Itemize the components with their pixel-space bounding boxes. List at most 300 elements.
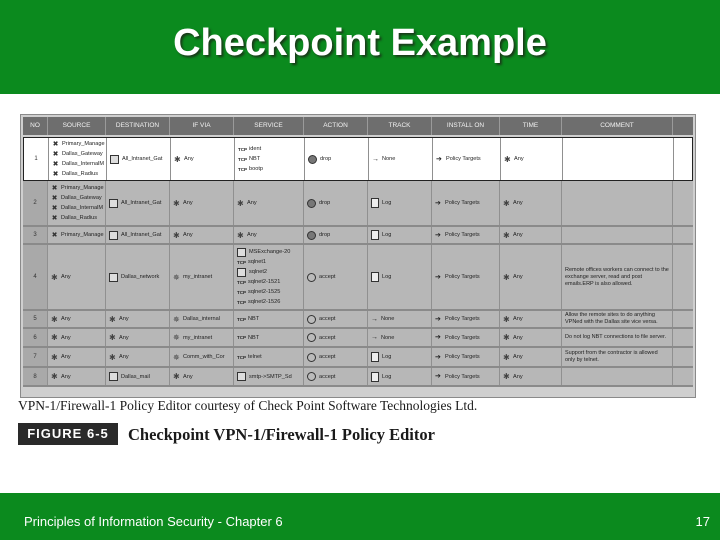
rule-object[interactable] <box>435 314 496 324</box>
page-number: 17 <box>695 514 710 529</box>
rule-cell-via[interactable] <box>170 311 234 327</box>
rule-object-label: Dallas_network <box>121 274 160 280</box>
rule-object[interactable] <box>109 314 166 324</box>
slide-title: Checkpoint Example <box>173 22 547 64</box>
rule-object[interactable] <box>307 230 364 240</box>
log-icon <box>371 272 379 282</box>
rule-object[interactable] <box>173 198 230 208</box>
rule-object[interactable] <box>238 144 301 154</box>
rule-object-label: Primary_Manage <box>61 232 104 238</box>
rule-cell-track[interactable] <box>368 348 432 366</box>
rule-object-label: NBT <box>248 334 260 341</box>
rule-object[interactable] <box>503 198 558 208</box>
rule-object-label: Any <box>513 373 523 380</box>
rule-object-label: Policy Targets <box>445 316 480 322</box>
rule-object-label: drop <box>319 232 331 238</box>
rule-object-label: NBT <box>249 156 261 162</box>
tcp-icon: TCP <box>237 279 246 285</box>
rule-object[interactable] <box>173 230 230 240</box>
rule-object-label: MSExchange-20 <box>249 249 291 255</box>
rule-object[interactable] <box>504 154 559 164</box>
rule-object[interactable] <box>237 352 300 362</box>
rule-cell-destination[interactable] <box>106 329 170 346</box>
rule-object[interactable] <box>237 198 300 208</box>
rule-cell-service[interactable] <box>234 368 304 385</box>
rule-cell-source[interactable] <box>48 181 106 225</box>
rule-object[interactable] <box>307 198 364 208</box>
rule-object-label: Any <box>513 200 523 206</box>
rule-cell-time[interactable] <box>500 348 562 366</box>
rule-object-label: Dallas_mail <box>121 373 150 380</box>
rule-object-label: Any <box>119 354 129 360</box>
rule-cell-service[interactable] <box>235 138 305 180</box>
rule-object[interactable] <box>109 272 166 282</box>
rule-object[interactable] <box>435 352 496 362</box>
rule-object[interactable] <box>51 193 102 203</box>
rule-cell-via[interactable] <box>170 348 234 366</box>
rule-cell-time[interactable] <box>501 138 563 180</box>
log-icon <box>371 352 379 362</box>
any-icon: ✱ <box>237 198 244 208</box>
figure-title: Checkpoint VPN-1/Firewall-1 Policy Editor <box>128 425 435 444</box>
rule-cell-install[interactable] <box>432 245 500 309</box>
community-icon: ✵ <box>173 272 180 282</box>
rule-cell-destination[interactable] <box>106 311 170 327</box>
rule-cell-action[interactable] <box>304 368 368 385</box>
rule-cell-destination[interactable] <box>106 181 170 225</box>
rule-object-label: Dallas_Radius <box>62 171 99 177</box>
rule-object[interactable] <box>371 314 428 324</box>
rule-object-label: Policy Targets <box>445 232 480 238</box>
rule-object-label: Any <box>513 232 523 238</box>
rule-object[interactable] <box>51 272 102 282</box>
rule-cell-track[interactable] <box>368 311 432 327</box>
rule-object[interactable] <box>174 154 231 164</box>
rule-number: 7 <box>33 354 37 360</box>
rule-object[interactable] <box>371 372 428 382</box>
rule-object-label: smtp->SMTP_Sd <box>249 373 292 380</box>
rule-cell-comment[interactable] <box>562 227 673 243</box>
rule-object[interactable] <box>435 333 496 343</box>
rule-comment: Allow the remote sites to do anything VPNed with the Dallas site vice versa. <box>565 312 658 325</box>
rule-object[interactable] <box>371 272 428 282</box>
rule-object[interactable] <box>51 183 102 193</box>
accept-icon <box>307 353 316 362</box>
rule-object[interactable] <box>52 159 103 169</box>
any-icon: ✱ <box>503 333 510 342</box>
rule-object[interactable] <box>109 352 166 362</box>
any-icon: ✱ <box>109 333 116 342</box>
column-header-source[interactable]: SOURCE <box>48 117 106 135</box>
rule-number: 8 <box>33 373 37 380</box>
column-header-action[interactable]: ACTION <box>304 117 368 135</box>
accept-icon <box>307 372 316 381</box>
rule-object[interactable] <box>436 154 497 164</box>
rule-object[interactable] <box>237 277 300 287</box>
rule-cell-install[interactable] <box>432 329 500 346</box>
rule-object[interactable] <box>435 372 496 382</box>
rule-object[interactable] <box>237 314 300 324</box>
rule-object[interactable] <box>503 333 558 343</box>
rule-cell-install[interactable] <box>432 227 500 243</box>
column-header-if-via[interactable]: IF VIA <box>170 117 234 135</box>
tcp-icon: TCP <box>237 354 246 360</box>
rule-object-label: Log <box>382 373 392 380</box>
rule-cell-service[interactable] <box>234 348 304 366</box>
rule-cell-action[interactable] <box>304 311 368 327</box>
none-track-icon: → <box>371 315 378 323</box>
rule-cell-track[interactable] <box>368 329 432 346</box>
rule-object[interactable] <box>173 272 230 282</box>
rule-cell-source[interactable] <box>48 348 106 366</box>
install-targets-icon: ➔ <box>435 353 441 361</box>
any-icon: ✱ <box>109 314 116 324</box>
rule-object-label: Log <box>382 232 392 238</box>
rule-object-label: my_intranet <box>183 334 213 341</box>
rule-object-label: sqlnet2-1525 <box>248 289 281 295</box>
rule-cell-comment[interactable] <box>562 368 673 385</box>
policy-header-row <box>23 117 693 135</box>
rule-object[interactable] <box>237 267 300 277</box>
accept-icon <box>307 333 316 342</box>
any-icon: ✱ <box>173 198 180 208</box>
rule-cell-no[interactable] <box>23 329 48 346</box>
rule-cell-source[interactable] <box>48 227 106 243</box>
rule-object-label: Dallas_InternalM <box>61 205 103 211</box>
any-icon: ✱ <box>51 272 58 282</box>
column-header-no[interactable]: NO <box>23 117 48 135</box>
log-icon <box>371 198 379 208</box>
rule-object[interactable] <box>503 352 558 362</box>
rule-object-label: Any <box>513 274 523 280</box>
rule-object[interactable] <box>237 230 300 240</box>
network-object-icon: ✖ <box>52 140 59 148</box>
policy-rule-row[interactable] <box>23 181 693 227</box>
rule-object-label: telnet <box>248 354 262 360</box>
policy-rule-row[interactable] <box>23 137 693 181</box>
rule-object-label: sqlnet1 <box>248 259 267 265</box>
rule-object[interactable] <box>307 272 364 282</box>
rule-object-label: Log <box>382 274 392 280</box>
rule-cell-comment[interactable] <box>562 348 673 366</box>
rule-object[interactable] <box>307 372 364 382</box>
any-icon: ✱ <box>51 333 58 342</box>
host-icon <box>109 372 118 381</box>
rule-object[interactable] <box>109 333 166 343</box>
rule-object[interactable] <box>52 149 103 159</box>
rule-cell-source[interactable] <box>49 138 107 180</box>
rule-cell-action[interactable] <box>304 348 368 366</box>
rule-cell-track[interactable] <box>369 138 433 180</box>
network-object-icon: ✖ <box>52 170 59 178</box>
rule-object-label: Any <box>61 334 71 341</box>
rule-cell-comment[interactable] <box>562 181 673 225</box>
rule-cell-track[interactable] <box>368 245 432 309</box>
rule-object-label: Any <box>61 373 71 380</box>
rule-cell-destination[interactable] <box>106 245 170 309</box>
rule-object[interactable] <box>307 333 364 343</box>
rule-object[interactable] <box>237 372 300 382</box>
rule-object-label: Any <box>514 156 524 162</box>
policy-rule-row[interactable] <box>23 227 693 245</box>
rule-object[interactable] <box>109 372 166 382</box>
rule-cell-no[interactable] <box>23 181 48 225</box>
network-object-icon: ✖ <box>51 231 58 239</box>
network-object-icon: ✖ <box>52 160 59 168</box>
rule-object-label: drop <box>319 200 331 206</box>
rule-object[interactable] <box>307 314 364 324</box>
rule-object-label: accept <box>319 274 336 280</box>
rule-object[interactable] <box>51 372 102 382</box>
rule-object[interactable] <box>435 230 496 240</box>
rule-object[interactable] <box>51 230 102 240</box>
rule-object-label: Dallas_Radius <box>61 215 98 221</box>
rule-object[interactable] <box>237 257 300 267</box>
rule-object-label: Log <box>382 354 392 360</box>
rule-cell-service[interactable] <box>234 227 304 243</box>
rule-cell-destination[interactable] <box>106 227 170 243</box>
rule-number: 5 <box>33 316 37 322</box>
column-header-service[interactable]: SERVICE <box>234 117 304 135</box>
rule-object-label: All_Intranet_Gat <box>121 200 162 206</box>
rule-cell-track[interactable] <box>368 368 432 385</box>
rule-cell-no[interactable] <box>23 311 48 327</box>
rule-object-label: my_intranet <box>183 274 213 280</box>
column-header-track[interactable]: TRACK <box>368 117 432 135</box>
any-icon: ✱ <box>51 352 58 362</box>
rule-object[interactable] <box>51 203 102 213</box>
rule-cell-destination[interactable] <box>106 368 170 385</box>
any-icon: ✱ <box>503 372 510 381</box>
rule-object[interactable] <box>110 154 167 164</box>
rule-object-label: Any <box>183 200 193 206</box>
policy-rule-row[interactable] <box>23 329 693 348</box>
install-targets-icon: ➔ <box>436 155 442 163</box>
rule-object[interactable] <box>237 297 300 307</box>
rule-object[interactable] <box>109 198 166 208</box>
policy-editor <box>20 114 696 398</box>
rule-object-label: Primary_Manage <box>61 185 104 191</box>
rule-cell-no[interactable] <box>23 348 48 366</box>
rule-object-label: Any <box>183 373 193 380</box>
rule-cell-no[interactable] <box>24 138 49 180</box>
rule-object[interactable] <box>371 352 428 362</box>
rule-object-label: Dallas_Gateway <box>61 195 102 201</box>
rule-object[interactable] <box>51 352 102 362</box>
rule-object[interactable] <box>238 154 301 164</box>
any-icon: ✱ <box>173 372 180 381</box>
rule-object-label: Policy Targets <box>445 334 480 341</box>
rule-object-label: Policy Targets <box>445 354 480 360</box>
rule-object[interactable] <box>503 230 558 240</box>
install-targets-icon: ➔ <box>435 334 441 341</box>
rule-object[interactable] <box>503 372 558 382</box>
rule-object-label: Dallas_internal <box>183 316 221 322</box>
rule-object[interactable] <box>51 213 102 223</box>
any-icon: ✱ <box>503 314 510 324</box>
rule-cell-via[interactable] <box>170 181 234 225</box>
install-targets-icon: ➔ <box>435 199 441 207</box>
network-object-icon: ✖ <box>51 204 58 212</box>
install-targets-icon: ➔ <box>435 373 441 380</box>
rule-cell-time[interactable] <box>500 227 562 243</box>
rule-object[interactable] <box>173 333 230 343</box>
rule-object-label: Comm_with_Cor <box>183 354 225 360</box>
rule-object[interactable] <box>237 287 300 297</box>
rule-object[interactable] <box>503 272 558 282</box>
rule-object[interactable] <box>435 272 496 282</box>
rule-object[interactable] <box>372 154 429 164</box>
rule-number: 2 <box>33 200 37 206</box>
rule-object[interactable] <box>173 314 230 324</box>
rule-cell-via[interactable] <box>170 245 234 309</box>
community-icon: ✵ <box>173 333 180 342</box>
rule-cell-action[interactable] <box>304 227 368 243</box>
rule-object-label: Any <box>119 316 129 322</box>
rule-object-label: Any <box>513 316 523 322</box>
rule-object-label: Any <box>513 354 523 360</box>
any-icon: ✱ <box>173 230 180 240</box>
rule-object-label: Any <box>184 156 194 162</box>
rule-cell-comment[interactable] <box>562 329 673 346</box>
rule-object[interactable] <box>52 169 103 179</box>
network-object-icon: ✖ <box>51 184 58 192</box>
rule-cell-install[interactable] <box>432 181 500 225</box>
group-icon <box>109 199 118 208</box>
rule-object-label: Any <box>119 334 129 341</box>
rule-cell-action[interactable] <box>304 245 368 309</box>
network-object-icon: ✖ <box>51 194 58 202</box>
none-track-icon: → <box>372 155 379 163</box>
rule-comment: Do not log NBT connections to file server. <box>565 334 667 340</box>
rule-cell-time[interactable] <box>500 311 562 327</box>
policy-rule-row[interactable] <box>23 311 693 329</box>
rule-number: 3 <box>33 232 37 238</box>
rule-cell-via[interactable] <box>170 227 234 243</box>
rule-cell-track[interactable] <box>368 181 432 225</box>
rule-cell-comment[interactable] <box>563 138 674 180</box>
policy-rule-row[interactable] <box>23 368 693 387</box>
rule-object[interactable] <box>52 139 103 149</box>
rule-object-label: Policy Targets <box>446 156 481 162</box>
rule-cell-via[interactable] <box>171 138 235 180</box>
column-header-time[interactable]: TIME <box>500 117 562 135</box>
rule-cell-install[interactable] <box>432 368 500 385</box>
any-icon: ✱ <box>504 154 511 164</box>
rule-object[interactable] <box>238 164 301 174</box>
rule-cell-time[interactable] <box>500 181 562 225</box>
rule-object-label: Primary_Manage <box>62 141 105 147</box>
column-header-destination[interactable]: DESTINATION <box>106 117 170 135</box>
rule-object-label: Any <box>247 200 257 206</box>
any-icon: ✱ <box>51 314 58 324</box>
rule-object-label: Any <box>183 232 193 238</box>
rule-cell-install[interactable] <box>433 138 501 180</box>
rule-object[interactable] <box>51 333 102 343</box>
rule-object-label: accept <box>319 373 336 380</box>
rule-object[interactable] <box>371 198 428 208</box>
group-icon <box>109 231 118 240</box>
any-icon: ✱ <box>503 230 510 240</box>
rule-object[interactable] <box>371 333 428 343</box>
rule-object[interactable] <box>308 154 365 164</box>
policy-rule-row[interactable] <box>23 245 693 311</box>
rule-object-label: Policy Targets <box>445 200 480 206</box>
column-header-comment[interactable]: COMMENT <box>562 117 673 135</box>
rule-object[interactable] <box>237 333 300 343</box>
figure-credit: VPN-1/Firewall-1 Policy Editor courtesy of Check Point Software Technologies Ltd. <box>18 398 478 413</box>
rule-object[interactable] <box>173 372 230 382</box>
rule-cell-service[interactable] <box>234 311 304 327</box>
rule-cell-install[interactable] <box>432 311 500 327</box>
rule-cell-comment[interactable] <box>562 245 673 309</box>
rule-cell-install[interactable] <box>432 348 500 366</box>
community-icon: ✵ <box>173 314 180 324</box>
rule-object[interactable] <box>307 352 364 362</box>
network-object-icon: ✖ <box>52 150 59 158</box>
rule-cell-via[interactable] <box>170 329 234 346</box>
rule-object-label: bootp <box>249 166 263 172</box>
rule-object-label: sqlnet2-1526 <box>248 299 281 305</box>
rule-cell-source[interactable] <box>48 368 106 385</box>
rule-cell-via[interactable] <box>170 368 234 385</box>
rule-cell-source[interactable] <box>48 245 106 309</box>
rule-cell-service[interactable] <box>234 181 304 225</box>
rule-cell-source[interactable] <box>48 311 106 327</box>
any-icon: ✱ <box>503 272 510 282</box>
rule-object-label: ident <box>249 146 262 152</box>
rule-cell-action[interactable] <box>304 181 368 225</box>
rule-cell-time[interactable] <box>500 368 562 385</box>
rule-number: 1 <box>34 156 38 162</box>
rule-cell-no[interactable] <box>23 245 48 309</box>
rule-cell-time[interactable] <box>500 245 562 309</box>
column-header-install-on[interactable]: INSTALL ON <box>432 117 500 135</box>
rule-cell-destination[interactable] <box>106 348 170 366</box>
rule-object[interactable] <box>371 230 428 240</box>
rule-object[interactable] <box>237 247 300 257</box>
rule-cell-time[interactable] <box>500 329 562 346</box>
rule-cell-action[interactable] <box>304 329 368 346</box>
rule-cell-no[interactable] <box>23 368 48 385</box>
rule-cell-no[interactable] <box>23 227 48 243</box>
rule-cell-action[interactable] <box>305 138 369 180</box>
install-targets-icon: ➔ <box>435 315 441 323</box>
rule-cell-track[interactable] <box>368 227 432 243</box>
rule-cell-service[interactable] <box>234 245 304 309</box>
rule-cell-service[interactable] <box>234 329 304 346</box>
tcp-icon: TCP <box>238 156 247 162</box>
policy-rule-row[interactable] <box>23 348 693 368</box>
rule-object[interactable] <box>503 314 558 324</box>
rule-number: 4 <box>33 274 37 280</box>
rule-cell-comment[interactable] <box>562 311 673 327</box>
network-icon <box>109 273 118 282</box>
log-icon <box>371 372 379 382</box>
rule-object-label: accept <box>319 354 336 360</box>
log-icon <box>371 230 379 240</box>
any-icon: ✱ <box>109 352 116 362</box>
rule-object[interactable] <box>51 314 102 324</box>
rule-object[interactable] <box>173 352 230 362</box>
rule-object[interactable] <box>435 198 496 208</box>
drop-icon <box>307 231 316 240</box>
rule-object-label: Policy Targets <box>445 373 480 380</box>
rule-cell-source[interactable] <box>48 329 106 346</box>
rule-object[interactable] <box>109 230 166 240</box>
rule-object-label: Policy Targets <box>445 274 480 280</box>
rule-cell-destination[interactable] <box>107 138 171 180</box>
